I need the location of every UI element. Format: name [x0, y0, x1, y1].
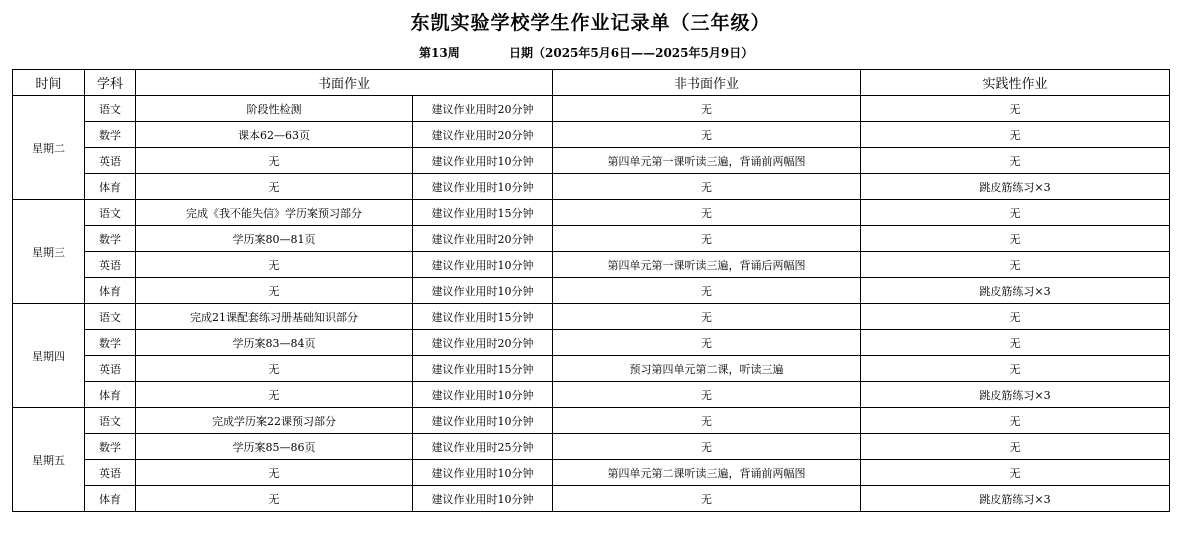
suggested-time-cell: 建议作业用时15分钟 — [413, 200, 553, 226]
practice-homework-cell: 跳皮筋练习×3 — [861, 174, 1170, 200]
table-row — [13, 200, 1170, 226]
suggested-time-cell: 建议作业用时15分钟 — [413, 356, 553, 382]
practice-homework-cell: 无 — [861, 434, 1170, 460]
practice-homework-cell: 无 — [861, 252, 1170, 278]
subject-cell: 体育 — [85, 278, 136, 304]
non-written-homework-cell: 无 — [553, 434, 861, 460]
table-row — [13, 356, 1170, 382]
table-row — [13, 382, 1170, 408]
written-homework-cell: 完成学历案22课预习部分 — [136, 408, 413, 434]
subject-cell: 体育 — [85, 486, 136, 512]
table-row — [13, 278, 1170, 304]
non-written-homework-cell: 无 — [553, 486, 861, 512]
non-written-homework-cell: 无 — [553, 330, 861, 356]
table-row — [13, 486, 1170, 512]
non-written-homework-cell: 无 — [553, 304, 861, 330]
suggested-time-cell: 建议作业用时20分钟 — [413, 226, 553, 252]
written-homework-cell: 无 — [136, 382, 413, 408]
practice-homework-cell: 无 — [861, 356, 1170, 382]
non-written-homework-cell: 预习第四单元第二课，听读三遍 — [553, 356, 861, 382]
table-row — [13, 460, 1170, 486]
subject-cell: 语文 — [85, 304, 136, 330]
practice-homework-cell: 无 — [861, 330, 1170, 356]
suggested-time-cell: 建议作业用时10分钟 — [413, 148, 553, 174]
written-homework-cell: 无 — [136, 356, 413, 382]
day-cell: 星期五 — [13, 408, 85, 512]
subject-cell: 英语 — [85, 356, 136, 382]
subject-cell: 数学 — [85, 330, 136, 356]
non-written-homework-cell: 无 — [553, 226, 861, 252]
header-subject: 学科 — [85, 70, 136, 96]
suggested-time-cell: 建议作业用时10分钟 — [413, 252, 553, 278]
written-homework-cell: 无 — [136, 174, 413, 200]
table-row — [13, 96, 1170, 122]
written-homework-cell: 学历案85—86页 — [136, 434, 413, 460]
written-homework-cell: 无 — [136, 486, 413, 512]
day-cell: 星期四 — [13, 304, 85, 408]
date-range-label: 日期（2025年5月6日——2025年5月9日） — [509, 46, 754, 60]
practice-homework-cell: 无 — [861, 96, 1170, 122]
suggested-time-cell: 建议作业用时15分钟 — [413, 304, 553, 330]
table-row — [13, 252, 1170, 278]
written-homework-cell: 无 — [136, 252, 413, 278]
non-written-homework-cell: 第四单元第二课听读三遍，背诵前两幅图 — [553, 460, 861, 486]
non-written-homework-cell: 无 — [553, 408, 861, 434]
table-row — [13, 148, 1170, 174]
suggested-time-cell: 建议作业用时20分钟 — [413, 122, 553, 148]
header-written: 书面作业 — [136, 70, 553, 96]
header-time: 时间 — [13, 70, 85, 96]
written-homework-cell: 课本62—63页 — [136, 122, 413, 148]
written-homework-cell: 学历案83—84页 — [136, 330, 413, 356]
written-homework-cell: 学历案80—81页 — [136, 226, 413, 252]
practice-homework-cell: 无 — [861, 304, 1170, 330]
suggested-time-cell: 建议作业用时20分钟 — [413, 96, 553, 122]
non-written-homework-cell: 无 — [553, 278, 861, 304]
homework-table — [12, 69, 1170, 512]
written-homework-cell: 无 — [136, 278, 413, 304]
practice-homework-cell: 无 — [861, 148, 1170, 174]
non-written-homework-cell: 无 — [553, 382, 861, 408]
non-written-homework-cell: 无 — [553, 174, 861, 200]
subject-cell: 体育 — [85, 174, 136, 200]
non-written-homework-cell: 无 — [553, 122, 861, 148]
table-row — [13, 408, 1170, 434]
practice-homework-cell: 无 — [861, 122, 1170, 148]
day-cell: 星期三 — [13, 200, 85, 304]
table-body — [13, 96, 1170, 512]
practice-homework-cell: 无 — [861, 408, 1170, 434]
practice-homework-cell: 无 — [861, 200, 1170, 226]
suggested-time-cell: 建议作业用时10分钟 — [413, 486, 553, 512]
subject-cell: 语文 — [85, 96, 136, 122]
suggested-time-cell: 建议作业用时10分钟 — [413, 382, 553, 408]
table-row — [13, 330, 1170, 356]
written-homework-cell: 无 — [136, 148, 413, 174]
practice-homework-cell: 跳皮筋练习×3 — [861, 382, 1170, 408]
subject-cell: 数学 — [85, 122, 136, 148]
written-homework-cell: 无 — [136, 460, 413, 486]
practice-homework-cell: 无 — [861, 460, 1170, 486]
header-practice: 实践性作业 — [861, 70, 1170, 96]
practice-homework-cell: 无 — [861, 226, 1170, 252]
suggested-time-cell: 建议作业用时10分钟 — [413, 408, 553, 434]
subject-cell: 英语 — [85, 460, 136, 486]
header-row — [13, 70, 1170, 96]
subject-cell: 英语 — [85, 148, 136, 174]
suggested-time-cell: 建议作业用时10分钟 — [413, 278, 553, 304]
suggested-time-cell: 建议作业用时25分钟 — [413, 434, 553, 460]
written-homework-cell: 阶段性检测 — [136, 96, 413, 122]
written-homework-cell: 完成《我不能失信》学历案预习部分 — [136, 200, 413, 226]
subject-cell: 数学 — [85, 226, 136, 252]
subject-cell: 英语 — [85, 252, 136, 278]
page-title: 东凯实验学校学生作业记录单（三年级） — [410, 12, 771, 34]
header-non-written: 非书面作业 — [553, 70, 861, 96]
suggested-time-cell: 建议作业用时10分钟 — [413, 174, 553, 200]
written-homework-cell: 完成21课配套练习册基础知识部分 — [136, 304, 413, 330]
subject-cell: 体育 — [85, 382, 136, 408]
non-written-homework-cell: 无 — [553, 96, 861, 122]
subject-cell: 数学 — [85, 434, 136, 460]
non-written-homework-cell: 第四单元第一课听读三遍，背诵前两幅图 — [553, 148, 861, 174]
day-cell: 星期二 — [13, 96, 85, 200]
suggested-time-cell: 建议作业用时10分钟 — [413, 460, 553, 486]
practice-homework-cell: 跳皮筋练习×3 — [861, 486, 1170, 512]
week-label: 第13周 — [419, 46, 460, 60]
suggested-time-cell: 建议作业用时20分钟 — [413, 330, 553, 356]
subject-cell: 语文 — [85, 200, 136, 226]
subject-cell: 语文 — [85, 408, 136, 434]
table-row — [13, 304, 1170, 330]
non-written-homework-cell: 第四单元第一课听读三遍，背诵后两幅图 — [553, 252, 861, 278]
practice-homework-cell: 跳皮筋练习×3 — [861, 278, 1170, 304]
table-row — [13, 122, 1170, 148]
table-row — [13, 434, 1170, 460]
table-row — [13, 174, 1170, 200]
non-written-homework-cell: 无 — [553, 200, 861, 226]
table-row — [13, 226, 1170, 252]
